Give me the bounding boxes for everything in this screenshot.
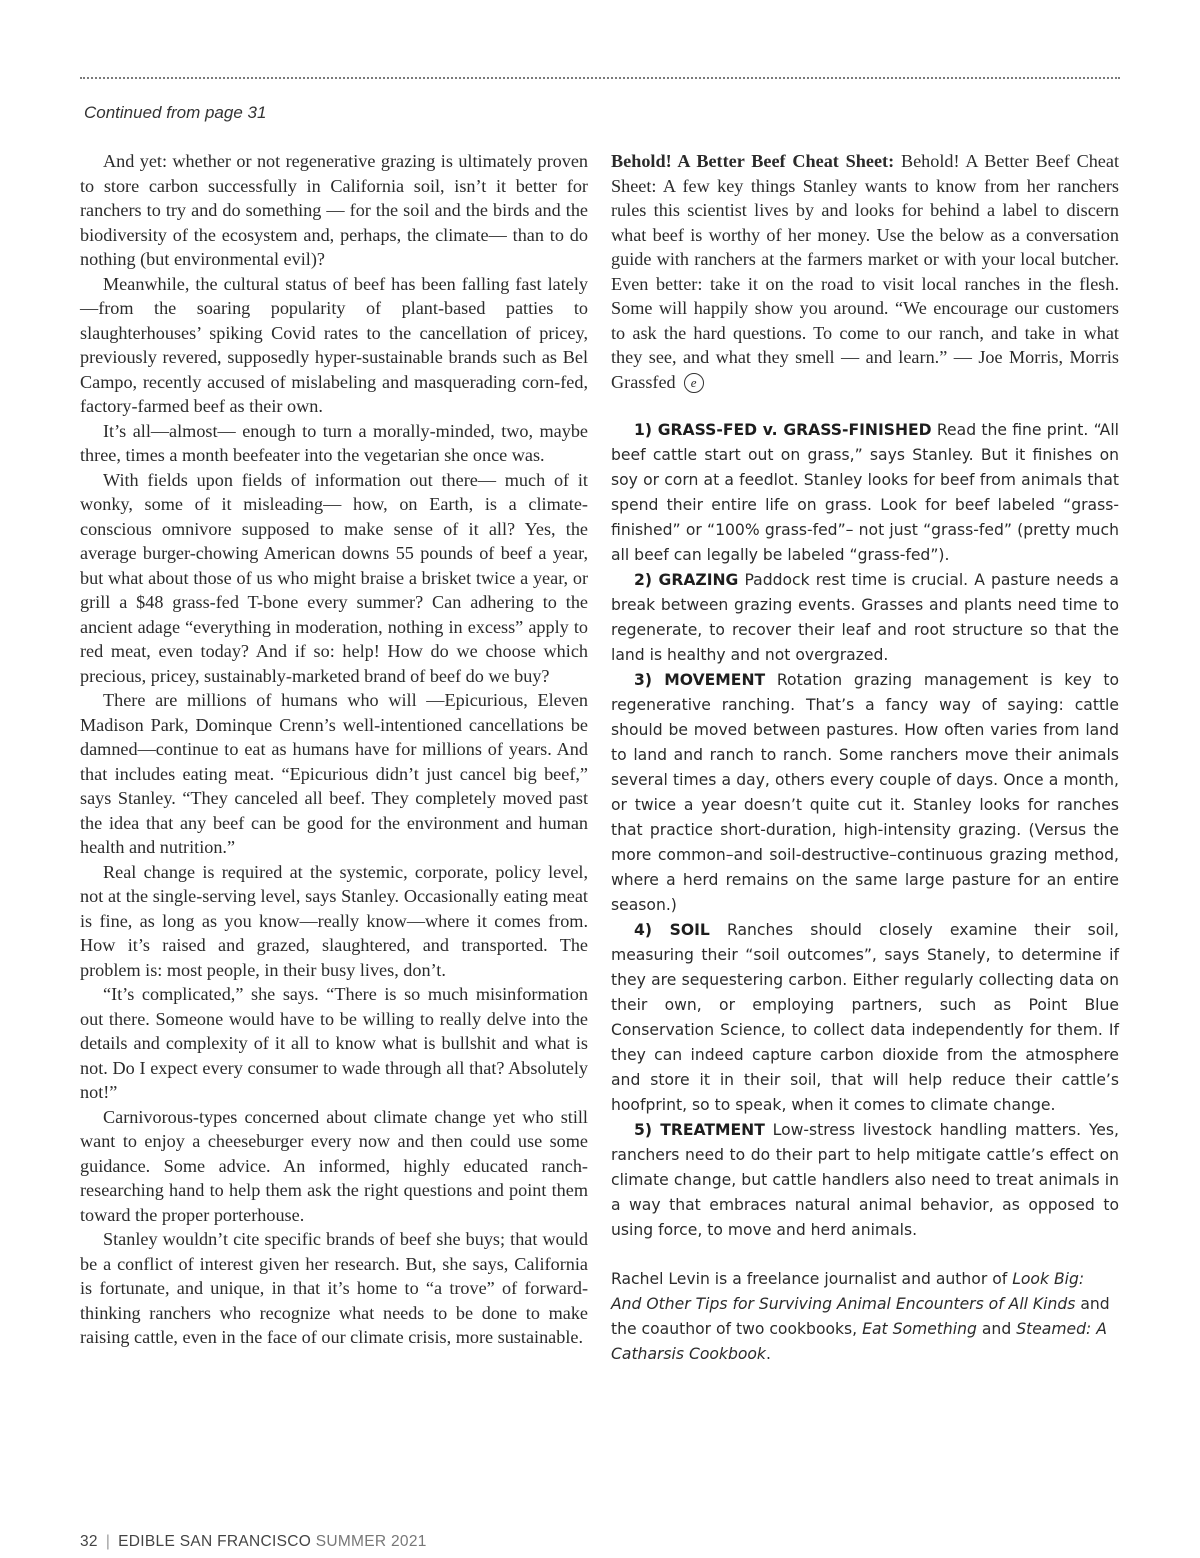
tip-item [611,568,1119,668]
bio-text: . [765,1345,771,1363]
author-bio [611,1267,1119,1367]
book-title: Eat Something [862,1320,977,1338]
left-column [80,149,588,1350]
tip-item [611,418,1119,568]
tip-heading: 2) GRAZING [634,571,739,589]
book-title: Steamed: A Catharsis Cookbook [611,1320,1107,1363]
tip-heading: 5) TREATMENT [634,1121,765,1139]
tip-item [611,668,1119,918]
body-paragraph: Real change is required at the systemic, corporate, policy level, not at the single-serving level, says Stanley. Occasionally eating meat is fine, as long as you know—really know—where it comes from. How it’s raised and grazed, slaughtered, and transported. The problem is: most people, in their busy lives, don’t. [80,861,588,980]
continued-note: Continued from page 31 [84,103,267,122]
body-paragraph: With fields upon fields of information out there— much of it wonky, some of it misleading— how, on Earth, is a climate-conscious omnivore supposed to make sense of it all? Yes, the average burger-chowing American downs 55 pounds of beef a year, but what about those of us who might braise a brisket twice a year, or grill a $48 grass-fed T-bone every summer? Can adhering to the ancient adage “everything in moderation, nothing in excess” apply to red meat, even today? And if so: help! How do we choose which precious, pricey, sustainably-marketed brand of beef do we buy? [80,469,588,686]
body-paragraph: Carnivorous-types concerned about climate change yet who still want to enjoy a cheeseburger every now and then could use some guidance. Some advice. An informed, highly educated ranch-researching hand to help them ask the right questions and point them toward the proper porterhouse. [80,1106,588,1225]
tip-text: Read the fine print. “All beef cattle start out on grass,” says Stanley. But it finishes on soy or corn at a feedlot. Stanley looks for beef from animals that spend their entire life on grass. Look for beef labeled “grass-finished” or “100% grass-fed”– not just “grass-fed” (pretty much all beef can legally be labeled “grass-fed”). [611,421,1119,564]
tip-text: Paddock rest time is crucial. A pasture needs a break between grazing events. Grasses and plants need time to regenerate, to recover their leaf and root structure so that the land is healthy and not overgrazed. [611,571,1119,664]
body-paragraph: And yet: whether or not regenerative grazing is ultimately proven to store carbon successfully in California soil, isn’t it better for ranchers to try and do something — for the soil and the birds and the biodiversity of the ecosystem and, perhaps, the climate— than to do nothing (but environmental evil)? [80,151,588,269]
tips-list [611,418,1119,1243]
cheat-sheet-heading: Behold! A Better Beef Cheat Sheet: [611,151,895,171]
tip-heading: 3) MOVEMENT [634,671,766,689]
footer-separator: | [105,1533,111,1550]
tip-item [611,1118,1119,1243]
cheat-sheet-intro [611,149,1119,394]
issue-name: SUMMER 2021 [315,1533,427,1550]
page-number: 32 [80,1533,98,1550]
tip-text: Low-stress livestock handling matters. Yes, ranchers need to do their part to help mitigate cattle’s effect on climate change, but cattle handlers also need to treat animals in a way that embraces natural animal behavior, as opposed to using force, to move and herd animals. [611,1121,1119,1239]
body-paragraph: There are millions of humans who will —Epicurious, Eleven Madison Park, Dominque Crenn’s well-intentioned cancellations be damned—continue to eat as humans have for millions of years. And that includes eating meat. “Epicurious didn’t just cancel big beef,” says Stanley. “They canceled all beef. They completely moved past the idea that any beef can be good for the environment and human health and nutrition.” [80,690,588,857]
book-title: Look Big: And Other Tips for Surviving Animal Encounters of All Kinds [611,1270,1085,1313]
edible-logo-icon: e [684,373,704,393]
bio-text: and the coauthor of two cookbooks, [611,1295,1110,1338]
cheat-sheet-intro-text: Behold! A Better Beef Cheat Sheet: A few key things Stanley wants to know from her ranchers rules this scientist lives by and looks for behind a label to discern what beef is worthy of her money. Use the below as a conversation guide with ranchers at the farmers market or with your local butcher. Even better: take it on the road to visit local ranches in the flesh. Some will happily show you around. “We encourage our customers to ask the hard questions. To come to our ranch, and take in what they see, and what they smell — and learn.” — Joe Morris, Morris Grassfed [611,151,1120,392]
dotted-divider [80,77,1120,79]
tip-heading: 1) GRASS-FED v. GRASS-FINISHED [634,421,932,439]
body-paragraph: “It’s complicated,” she says. “There is so much misinformation out there. Someone would have to be willing to really delve into the details and complexity of it all to know what is bullshit and what is not. Do I expect every consumer to wade through all that? Absolutely not!” [80,984,588,1102]
right-column [611,149,1119,1367]
tip-heading: 4) SOIL [634,921,710,939]
tip-text: Rotation grazing management is key to regenerative ranching. That’s a fancy way of saying: cattle should be moved between pastures. How often varies from land to land and ranch to ranch. Some ranchers move their animals several times a day, others every couple of days. Once a month, or twice a year doesn’t quite cut it. Stanley looks for ranches that practice short-duration, high-intensity grazing. (Versus the more common–and soil-destructive–continuous grazing method, where a herd remains on the same large pasture for an entire season.) [611,671,1119,914]
tip-text: Ranches should closely examine their soil, measuring their “soil outcomes”, says Stanely, to determine if they are sequestering carbon. Either regularly collecting data on their own, or employing partners, such as Point Blue Conservation Science, to collect data independently for them. If they can indeed capture carbon dioxide from the atmosphere and store it in their soil, that will help reduce their cattle’s hoofprint, so to speak, when it comes to climate change. [611,921,1119,1114]
bio-text: Rachel Levin is a freelance journalist and author of [611,1270,1013,1288]
body-paragraph: Stanley wouldn’t cite specific brands of beef she buys; that would be a conflict of interest given her research. But, she says, California is fortunate, and unique, in that it’s home to “a trove” of forward-thinking ranchers who recognize what needs to be done to make raising cattle, even in the face of our climate crisis, more sustainable. [80,1229,588,1347]
magazine-name: EDIBLE SAN FRANCISCO [118,1533,312,1550]
body-paragraph: Meanwhile, the cultural status of beef has been falling fast lately—from the soaring popularity of plant-based patties to slaughterhouses’ spiking Covid rates to the cancellation of pricey, previously revered, supposedly hyper-sustainable brands such as Bel Campo, recently accused of mislabeling and masquerading corn-fed, factory-farmed beef as their own. [80,273,588,416]
page-footer [80,1533,427,1551]
body-paragraph: It’s all—almost— enough to turn a morally-minded, two, maybe three, times a month beefeater into the vegetarian she once was. [80,420,588,465]
tip-item [611,918,1119,1118]
bio-text: and [976,1320,1017,1338]
